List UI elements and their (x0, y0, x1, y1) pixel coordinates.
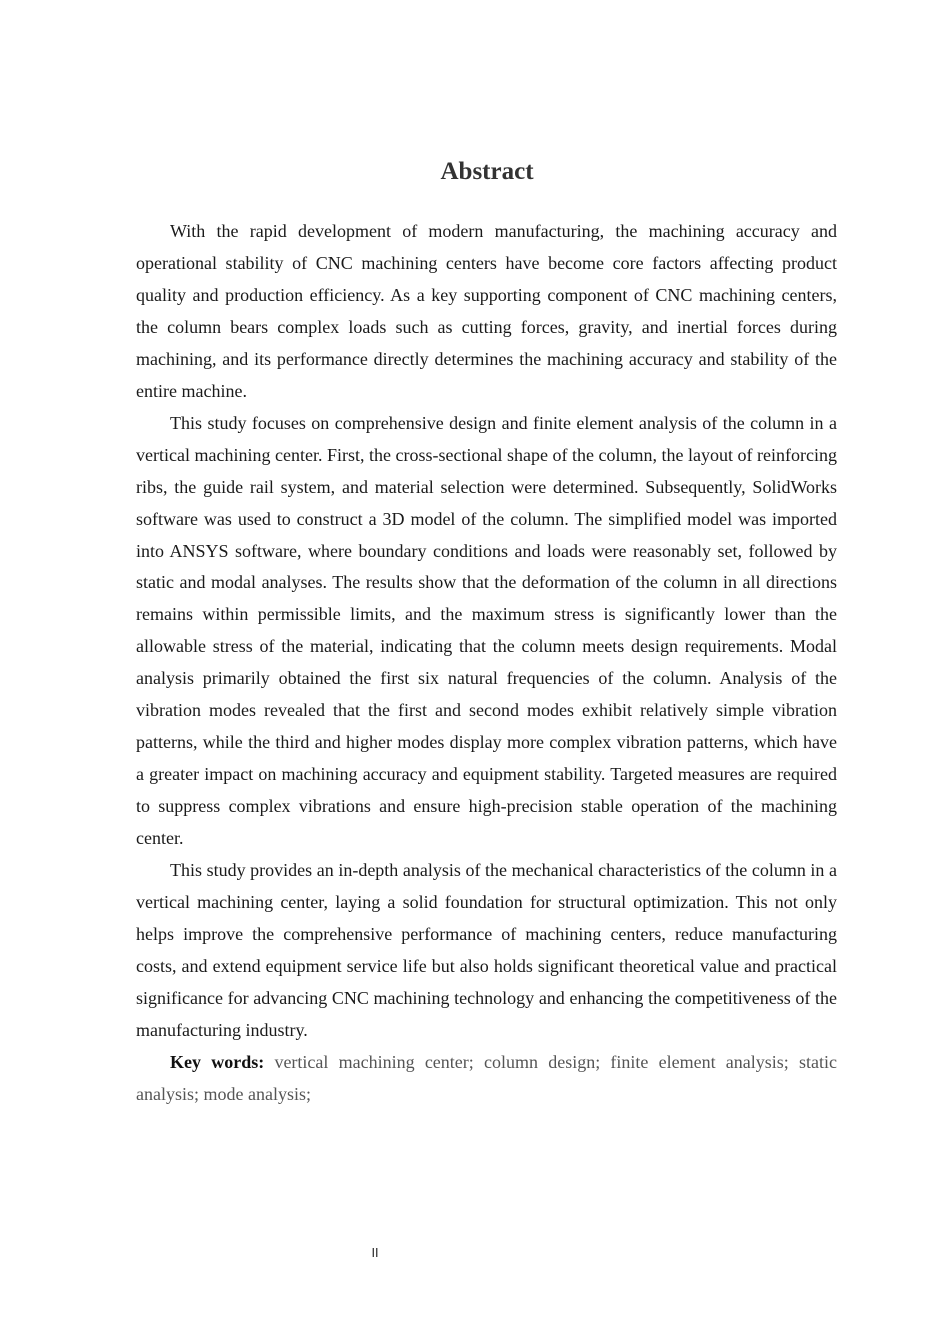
abstract-paragraph-3: This study provides an in-depth analysis of the mechanical characteristics of the column in a vertical machining center, laying a solid foundation for structural optimization. This not only helps improve the comprehensive performance of machining centers, reduce manufacturing costs, and extend equipment service life but also holds significant theoretical value and practical significance for advancing CNC machining technology and enhancing the competitiveness of the manufacturing industry. (136, 860, 837, 1040)
keywords-list: vertical machining center; column design; finite element analysis; static analysis; mode analysis; (136, 1051, 837, 1104)
keywords-line (136, 1047, 837, 1111)
abstract-title: Abstract (440, 158, 534, 185)
abstract-body (136, 216, 837, 1111)
page-number: II (371, 1246, 379, 1260)
keywords-label: Key words: (170, 1051, 265, 1072)
abstract-paragraph-1: With the rapid development of modern manufacturing, the machining accuracy and operational stability of CNC machining centers have become core factors affecting product quality and production efficiency. As a key supporting component of CNC machining centers, the column bears complex loads such as cutting forces, gravity, and inertial forces during machining, and its performance directly determines the machining accuracy and stability of the entire machine. (136, 221, 837, 401)
abstract-paragraph-2: This study focuses on comprehensive design and finite element analysis of the column in a vertical machining center. First, the cross-sectional shape of the column, the layout of reinforcing ribs, the guide rail system, and material selection were determined. Subsequently, SolidWorks software was used to construct a 3D model of the column. The simplified model was imported into ANSYS software, where boundary conditions and loads were reasonably set, followed by static and modal analyses. The results show that the deformation of the column in all directions remains within permissible limits, and the maximum stress is significantly lower than the allowable stress of the material, indicating that the column meets design requirements. Modal analysis primarily obtained the first six natural frequencies of the column. Analysis of the vibration modes revealed that the first and second modes exhibit relatively simple vibration patterns, while the third and higher modes display more complex vibration patterns, which have a greater impact on machining accuracy and equipment stability. Targeted measures are required to suppress complex vibrations and ensure high-precision stable operation of the machining center. (136, 412, 837, 849)
